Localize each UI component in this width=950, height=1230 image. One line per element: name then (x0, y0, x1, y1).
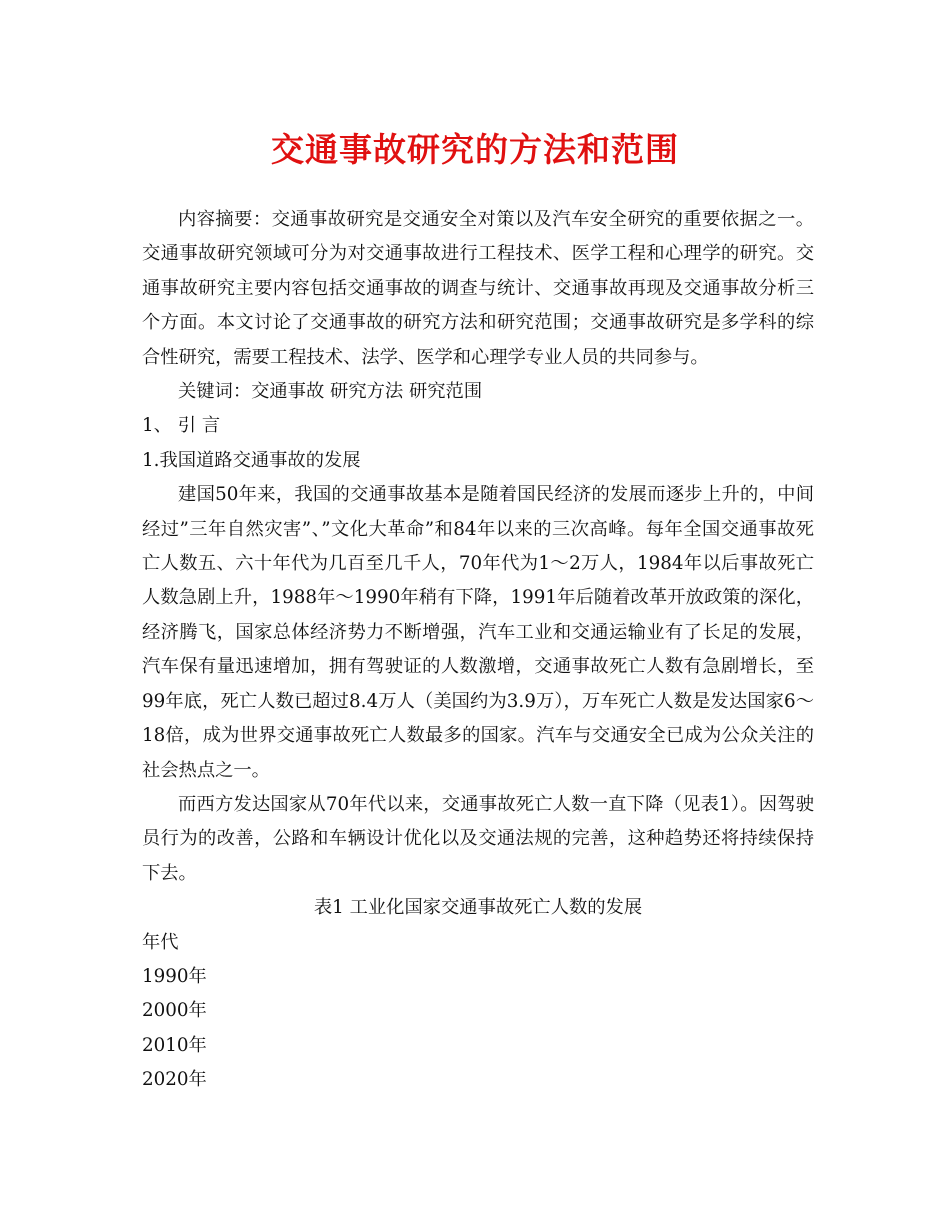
section-heading: 1、 引 言 (142, 415, 221, 437)
table-row: 2010年 (142, 1034, 207, 1056)
table-row-header: 年代 (142, 931, 179, 953)
table-column (142, 926, 814, 1098)
abstract-paragraph: 内容摘要：交通事故研究是交通安全对策以及汽车安全研究的重要依据之一。交通事故研究领域可分为对交通事故进行工程技术、医学工程和心理学的研究。交通事故研究主要内容包括交通事故的调查与统计、交通事故再现及交通事故分析三个方面。本文讨论了交通事故的研究方法和研究范围；交通事故研究是多学科的综合性研究，需要工程技术、法学、医学和心理学专业人员的共同参与。 (142, 209, 814, 368)
document-body (142, 203, 814, 1098)
document-title: 交通事故研究的方法和范围 (271, 130, 679, 169)
keywords-line: 关键词：交通事故 研究方法 研究范围 (178, 381, 483, 403)
body-paragraph-1: 建国50年来，我国的交通事故基本是随着国民经济的发展而逐步上升的，中间经过”三年自然灾害”、”文化大革命”和84年以来的三次高峰。每年全国交通事故死亡人数五、六十年代为几百至几千人，70年代为1～2万人，1984年以后事故死亡人数急剧上升，1988年～1990年稍有下降，1991年后随着改革开放政策的深化，经济腾飞，国家总体经济势力不断增强，汽车工业和交通运输业有了长足的发展，汽车保有量迅速增加，拥有驾驶证的人数激增，交通事故死亡人数有急剧增长，至99年底，死亡人数已超过8.4万人（美国约为3.9万），万车死亡人数是发达国家6～18倍，成为世界交通事故死亡人数最多的国家。汽车与交通安全已成为公众关注的社会热点之一。 (142, 484, 814, 781)
body-paragraph-2: 而西方发达国家从70年代以来，交通事故死亡人数一直下降（见表1）。因驾驶员行为的改善，公路和车辆设计优化以及交通法规的完善，这种趋势还将持续保持下去。 (142, 793, 814, 884)
subsection-heading: 1.我国道路交通事故的发展 (142, 449, 361, 471)
table-caption: 表1 工业化国家交通事故死亡人数的发展 (313, 897, 643, 919)
table-row: 2020年 (142, 1069, 207, 1091)
table-row: 2000年 (142, 1000, 207, 1022)
table-row: 1990年 (142, 965, 207, 987)
